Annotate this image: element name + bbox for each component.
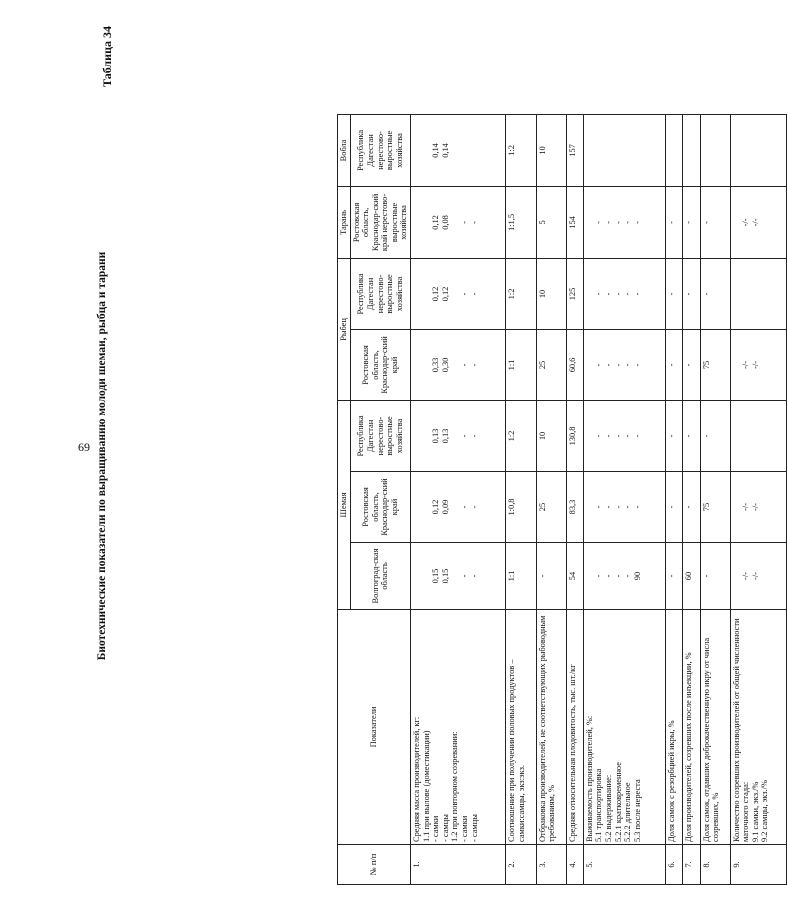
cell-value: 75 [701,502,711,512]
cell-value: 10 [537,289,547,299]
table-row [700,114,730,884]
cell-value: - [469,434,479,438]
cell-value: 54 [567,571,577,581]
value-cell [700,543,730,610]
value-cell [536,258,566,329]
table-row [666,114,683,884]
cell-value: -/- [750,218,760,227]
cell-value [732,403,742,469]
value-cell [506,400,536,471]
cell-value: - [701,574,711,578]
cell-value: - [604,434,614,438]
cell-value [614,117,624,184]
indicator-line: Соотношение при получении половых продуктов – самки:самцы, экз:экз. [507,659,527,842]
indicator-line: Выживаемость производителей, %: [584,715,594,842]
value-cell [411,543,506,610]
cell-value [604,117,614,184]
cell-value: - [469,574,479,578]
value-cell [730,186,786,258]
value-cell [583,472,665,543]
cell-value: -/- [750,503,760,511]
cell-value: 0,15 [431,568,441,584]
cell-value: -/- [741,503,751,511]
row-number: 9. [730,845,786,885]
value-cell [730,114,786,186]
cell-value: 75 [701,360,711,370]
cell-value: - [623,574,633,578]
value-cell [683,400,700,471]
value-cell [411,472,506,543]
row-indicator [583,610,665,845]
row-number: 5. [583,845,665,885]
value-cell [683,186,700,258]
cell-value: 25 [537,360,547,370]
value-cell [506,114,536,186]
cell-value: 1:0,8 [507,498,517,516]
cell-value [422,474,432,540]
row-number: 1. [411,845,506,885]
value-cell [411,400,506,471]
cell-value: - [604,292,614,296]
cell-value: 0,09 [440,499,450,515]
indicator-line: Средняя относительная плодовитость, тыс. шт./кг [567,664,577,842]
cell-value: -/- [741,361,751,369]
value-cell [411,258,506,329]
value-cell [666,114,683,186]
cell-value: - [632,363,642,367]
cell-value: 0,08 [440,215,450,230]
indicator-line: 5.1 транспортировка [594,768,604,842]
cell-value: - [613,221,623,224]
value-cell [666,543,683,610]
cell-value: - [623,505,633,509]
cell-value [422,545,432,607]
cell-value: 0,30 [440,357,450,373]
indicator-line: Доля самок с резорбцией икры, % [667,720,677,842]
cell-value [751,117,761,184]
value-cell [683,114,700,186]
cell-value: - [632,505,642,509]
table-row [730,114,786,884]
row-number: 6. [666,845,683,885]
cell-value: - [613,363,623,367]
cell-value: - [632,221,642,224]
table-row [536,114,566,884]
row-number: 4. [566,845,583,885]
cell-value [667,117,677,184]
value-cell [730,400,786,471]
cell-value: - [667,505,677,509]
value-cell [730,258,786,329]
cell-value: - [701,434,711,438]
value-cell [683,258,700,329]
cell-value: 0,14 [440,143,450,158]
cell-value: - [469,363,479,367]
row-indicator [506,610,536,845]
cell-value: - [701,292,711,296]
cell-value: - [459,574,469,578]
value-cell [730,543,786,610]
cell-value: 10 [537,146,547,155]
cell-value: 90 [632,571,642,581]
cell-value: - [594,363,604,367]
cell-value [412,403,422,469]
cell-value: - [632,434,642,438]
value-cell [700,400,730,471]
cell-value: 1:2 [507,430,517,442]
cell-value: 10 [537,431,547,441]
header-num: № п/п [338,845,411,885]
cell-value [450,403,460,469]
value-cell [730,329,786,400]
cell-value [422,403,432,469]
cell-value [412,545,422,607]
header-group-rybets: Рыбец [338,258,351,400]
cell-value [702,117,712,184]
value-cell [506,472,536,543]
cell-value: - [604,574,614,578]
cell-value: - [684,505,694,509]
cell-value [732,545,742,607]
indicator-line: 5.2.1 кратковременное [613,762,623,842]
cell-value [732,332,742,398]
cell-value: 0,15 [440,568,450,584]
value-cell [730,472,786,543]
cell-value: - [684,434,694,438]
value-cell [411,329,506,400]
cell-value: - [469,292,479,296]
indicator-line: Средняя масса производителей, кг: [412,716,422,842]
cell-value: 5 [537,220,547,225]
cell-value: - [537,574,547,578]
cell-value: - [469,505,479,509]
cell-value [412,332,422,398]
cell-value: - [613,574,623,578]
header-indicator: Показатели [338,610,411,845]
row-number: 8. [700,845,730,885]
value-cell [700,258,730,329]
header-group-shemaya: Шемая [338,400,351,609]
cell-value: 0,33 [431,357,441,373]
cell-value: - [459,292,469,296]
row-number: 7. [683,845,700,885]
value-cell [583,186,665,258]
cell-value: 1:2 [507,145,517,156]
header-region: Республика Дагестан нерестово-выростные хозяйства [350,114,410,186]
indicator-line: - самцы [440,814,450,842]
value-cell [666,472,683,543]
header-region: Ростовская область, Краснодар-ский край [350,329,410,400]
table-row [683,114,700,884]
table-container [337,115,787,885]
cell-value: -/- [741,218,751,227]
cell-value: - [459,505,469,509]
header-group-vobla: Вобла [338,114,351,186]
header-region: Ростовская область, Краснодар-ский край [350,472,410,543]
cell-value: - [594,292,604,296]
cell-value: - [594,434,604,438]
value-cell [583,258,665,329]
indicator-line: 5.2.2 длительное [623,782,633,842]
cell-value: 157 [567,144,577,157]
cell-value: - [594,221,604,224]
cell-value [412,189,422,256]
cell-value: 1:1,5 [507,213,517,231]
value-cell [666,258,683,329]
indicator-line: - самки [459,815,469,842]
header-region: Республика Дагестан нерестово-выростные хозяйства [350,400,410,471]
cell-value: 0,13 [440,428,450,444]
value-cell [506,329,536,400]
cell-value: - [701,221,711,224]
indicator-line: - самки [431,815,441,842]
cell-value: - [667,574,677,578]
cell-value [412,117,422,184]
cell-value [732,261,742,327]
value-cell [566,186,583,258]
cell-value: - [469,221,479,224]
cell-value: - [604,221,614,224]
indicator-line: 9.1 самки, экз./% [750,781,760,842]
cell-value: 25 [537,502,547,512]
row-indicator [700,610,730,845]
cell-value: 154 [567,216,577,229]
header-row-groups [338,114,351,884]
value-cell [536,114,566,186]
cell-value [422,261,432,327]
cell-value [741,261,751,327]
row-indicator [683,610,700,845]
cell-value: 0,12 [431,286,441,302]
value-cell [566,258,583,329]
cell-value [422,332,432,398]
indicator-line: 1.1 при вылове (доместикации) [421,730,431,842]
cell-value: 1:2 [507,288,517,300]
indicator-line: Доля производителей, созревших после инъекции, % [684,652,694,842]
cell-value: 1:1 [507,570,517,582]
indicator-line: 9.2 самцы, экз./% [760,780,770,842]
cell-value: 0,12 [440,286,450,302]
table-row [566,114,583,884]
value-cell [536,186,566,258]
cell-value: 0,12 [431,215,441,230]
cell-value [585,117,595,184]
cell-value [450,332,460,398]
value-cell [506,543,536,610]
value-cell [506,258,536,329]
row-number: 3. [536,845,566,885]
cell-value: - [459,363,469,367]
value-cell [506,186,536,258]
value-cell [411,114,506,186]
cell-value [594,117,604,184]
value-cell [583,114,665,186]
cell-value [585,474,595,540]
value-cell [536,543,566,610]
value-cell [683,543,700,610]
cell-value: - [613,434,623,438]
cell-value: 83,3 [567,499,577,515]
cell-value: - [667,434,677,438]
row-indicator [566,610,583,845]
cell-value [585,403,595,469]
cell-value: 0,14 [431,143,441,158]
cell-value [460,117,470,184]
cell-value [422,189,432,256]
cell-value [422,117,432,184]
page-number: 69 [78,440,90,454]
cell-value: 125 [567,287,577,301]
cell-value: - [623,221,633,224]
cell-value [732,189,742,256]
cell-value [585,189,595,256]
table-title: Биотехнические показатели по выращиванию молоди шемаи, рыбца и тарани [96,251,108,661]
row-indicator [536,610,566,845]
value-cell [411,186,506,258]
cell-value [741,117,751,184]
cell-value: 60 [684,571,694,581]
value-cell [683,329,700,400]
header-region: Республика Дагестан нерестово-выростные хозяйства [350,258,410,329]
value-cell [566,543,583,610]
value-cell [583,329,665,400]
cell-value: - [623,434,633,438]
header-region: Волгоград-ская область [350,543,410,610]
cell-value [751,403,761,469]
cell-value [741,403,751,469]
value-cell [536,400,566,471]
cell-value [585,261,595,327]
cell-value [732,474,742,540]
cell-value [623,117,633,184]
value-cell [666,329,683,400]
cell-value [470,117,480,184]
cell-value: - [459,434,469,438]
cell-value: - [613,292,623,296]
cell-value [585,545,595,607]
cell-value [450,189,460,256]
value-cell [566,329,583,400]
cell-value [450,261,460,327]
cell-value: - [667,363,677,367]
cell-value [633,117,643,184]
indicator-line: Отбраковка производителей, не соответствующих рыбоводным требованиям, % [537,615,557,842]
value-cell [566,114,583,186]
cell-value: - [459,221,469,224]
row-indicator [666,610,683,845]
indicator-line: 5.3 после нереста [632,779,642,842]
indicator-line: - самцы [469,814,479,842]
cell-value: - [604,505,614,509]
table-row [411,114,506,884]
indicator-line: Количество созревших производителей от общей численности маточного стада: [731,618,751,842]
value-cell [700,329,730,400]
header-group-taran: Тарань [338,186,351,258]
table-row [506,114,536,884]
cell-value [412,474,422,540]
cell-value [684,117,694,184]
row-indicator [730,610,786,845]
cell-value [751,261,761,327]
indicator-line: Доля самок, отдавших доброкачественную икру от числа созревших, % [701,637,721,842]
row-number: 2. [506,845,536,885]
cell-value: - [594,574,604,578]
cell-value: 0,13 [431,428,441,444]
cell-value: - [594,505,604,509]
value-cell [583,543,665,610]
data-table [337,114,787,885]
value-cell [566,472,583,543]
cell-value: - [667,292,677,296]
cell-value [732,117,742,184]
cell-value [412,261,422,327]
cell-value: 1:1 [507,359,517,371]
value-cell [566,400,583,471]
row-indicator [411,610,506,845]
cell-value: 60,6 [567,357,577,373]
cell-value: 0,12 [431,499,441,515]
value-cell [700,472,730,543]
cell-value: -/- [750,572,760,580]
value-cell [583,400,665,471]
cell-value: - [613,505,623,509]
value-cell [536,472,566,543]
cell-value [450,545,460,607]
value-cell [700,186,730,258]
cell-value: - [623,363,633,367]
cell-value: -/- [750,361,760,369]
table-caption: Таблица 34 [100,26,114,87]
value-cell [683,472,700,543]
cell-value [585,332,595,398]
cell-value: - [604,363,614,367]
cell-value: - [684,292,694,296]
header-region: Ростовская область, Краснодар-ский край нерестово-выростные хозяйства [350,186,410,258]
value-cell [700,114,730,186]
table-row [583,114,665,884]
value-cell [536,329,566,400]
cell-value [450,474,460,540]
cell-value: 130,8 [567,426,577,446]
cell-value: - [684,221,694,224]
indicator-line: 5.2 выдерживание: [604,774,614,842]
value-cell [666,400,683,471]
cell-value: - [684,363,694,367]
cell-value [450,117,460,184]
cell-value: - [632,292,642,296]
cell-value: -/- [741,572,751,580]
value-cell [666,186,683,258]
cell-value: - [667,221,677,224]
cell-value: - [623,292,633,296]
indicator-line: 1.2 при повторном созревании: [450,731,460,842]
